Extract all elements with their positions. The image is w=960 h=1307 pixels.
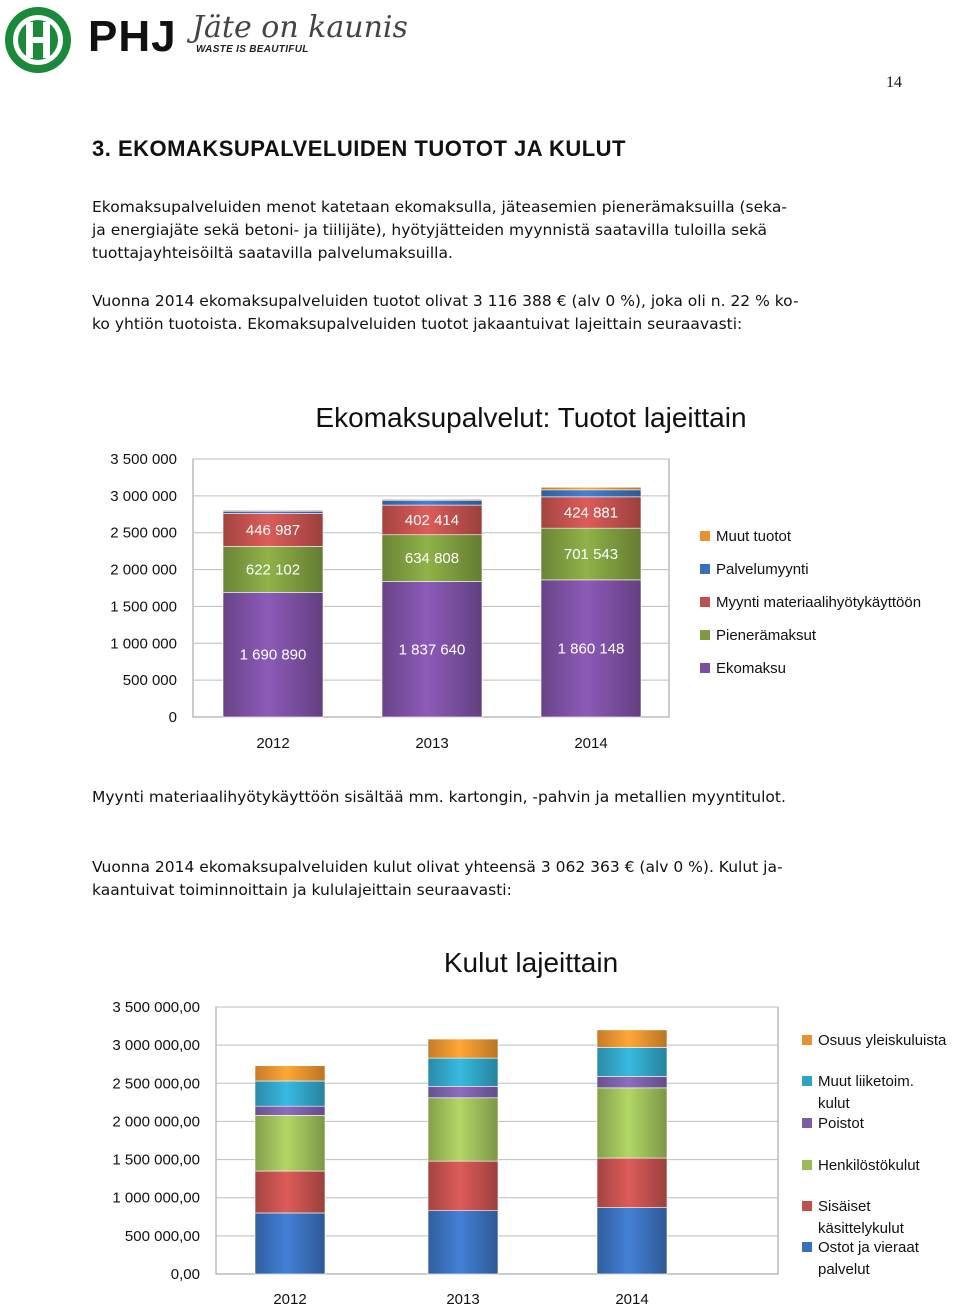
y-tick-label: 3 000 000,00 [112, 1037, 200, 1055]
paragraph-line: ko yhtiön tuotoista. Ekomaksupalveluiden tuotot jakaantuivat lajeittain seuraavasti: [92, 315, 743, 333]
y-tick-label: 3 000 000 [110, 487, 177, 505]
bar-segment [597, 1030, 667, 1048]
legend-label: käsittelykulut [818, 1220, 904, 1237]
bar-segment [597, 1208, 667, 1274]
legend-label: Pienerämaksut [716, 627, 817, 644]
bar-segment [428, 1058, 498, 1086]
logo-slogan-en: WASTE IS BEAUTIFUL [196, 44, 309, 55]
legend-label: Ostot ja vieraat [818, 1239, 919, 1256]
paragraph-revenue [92, 290, 912, 336]
paragraph-intro [92, 196, 912, 265]
y-tick-label: 1 500 000 [110, 598, 177, 616]
y-tick-label: 1 500 000,00 [112, 1151, 200, 1169]
legend-swatch [700, 663, 710, 673]
legend-label: Muut tuotot [716, 528, 792, 545]
bar-segment [255, 1106, 325, 1115]
bar-segment [428, 1211, 498, 1274]
legend-swatch [802, 1076, 812, 1086]
x-tick-label: 2014 [574, 735, 608, 752]
bar-segment [541, 490, 641, 497]
logo-slogan: Jäte on kaunis [192, 10, 408, 45]
legend-label: palvelut [818, 1261, 870, 1278]
bar-segment [597, 1076, 667, 1087]
data-label: 446 987 [245, 522, 301, 540]
legend-swatch [802, 1160, 812, 1170]
data-label: 424 881 [563, 504, 619, 522]
legend-label: Henkilöstökulut [818, 1157, 920, 1174]
legend-swatch [700, 531, 710, 541]
chart-title: Kulut lajeittain [443, 947, 619, 978]
bar-segment [255, 1066, 325, 1081]
bar-segment [255, 1213, 325, 1274]
section-title: 3. EKOMAKSUPALVELUIDEN TUOTOT JA KULUT [92, 136, 626, 161]
legend-label: kulut [818, 1095, 850, 1112]
paragraph-costs [92, 856, 912, 902]
legend-label: Myynti materiaalihyötykäyttöön [716, 594, 922, 611]
y-tick-label: 0,00 [170, 1266, 200, 1283]
page-number: 14 [886, 74, 902, 91]
y-tick-label: 500 000,00 [124, 1227, 200, 1245]
bar-segment [223, 510, 323, 511]
x-tick-label: 2013 [446, 1291, 480, 1307]
x-tick-label: 2014 [615, 1291, 649, 1307]
y-tick-label: 2 500 000,00 [112, 1075, 200, 1093]
paragraph-line: ja energiajäte sekä betoni- ja tiilijäte), hyötyjätteiden myynnistä saatavilla tuloilla sekä [92, 221, 768, 239]
y-tick-label: 1 000 000,00 [112, 1189, 200, 1207]
bar-segment [255, 1115, 325, 1171]
bar-segment [428, 1098, 498, 1161]
bar-segment [382, 500, 482, 505]
bar-segment [255, 1171, 325, 1213]
revenue-chart [0, 380, 960, 770]
legend-swatch [700, 597, 710, 607]
page-header [0, 0, 960, 80]
data-label: 1 837 640 [398, 641, 466, 659]
chart-title: Ekomaksupalvelut: Tuotot lajeittain [315, 402, 747, 433]
data-label: 634 808 [404, 550, 460, 568]
y-tick-label: 2 000 000,00 [112, 1113, 200, 1131]
bar-segment [597, 1158, 667, 1208]
legend-label: Sisäiset [818, 1198, 871, 1215]
data-label: 701 543 [563, 546, 619, 564]
legend-swatch [802, 1118, 812, 1128]
y-tick-label: 1 000 000 [110, 635, 177, 653]
bar-segment [541, 487, 641, 490]
legend-label: Palvelumyynti [716, 561, 809, 578]
paragraph-material-sales: Myynti materiaalihyötykäyttöön sisältää mm. kartongin, -pahvin ja metallien myyntitulot. [92, 788, 786, 806]
paragraph-line: kaantuivat toiminnoittain ja kululajeittain seuraavasti: [92, 881, 512, 899]
y-tick-label: 2 500 000 [110, 524, 177, 542]
y-tick-label: 3 500 000,00 [112, 999, 200, 1016]
data-label: 1 860 148 [557, 640, 625, 658]
bar-segment [597, 1088, 667, 1158]
y-tick-label: 0 [168, 709, 177, 726]
bar-segment [428, 1086, 498, 1097]
y-tick-label: 500 000 [122, 672, 177, 690]
paragraph-line: Vuonna 2014 ekomaksupalveluiden tuotot olivat 3 116 388 € (alv 0 %), joka oli n. 22 % ko- [92, 292, 799, 310]
x-tick-label: 2012 [273, 1291, 307, 1307]
y-tick-label: 2 000 000 [110, 561, 177, 579]
legend-swatch [802, 1035, 812, 1045]
legend-swatch [700, 630, 710, 640]
bar-segment [597, 1047, 667, 1076]
legend-label: Muut liiketoim. [818, 1073, 914, 1090]
bar-segment [428, 1161, 498, 1211]
logo-text: PHJ [88, 12, 177, 61]
paragraph-line: Ekomaksupalveluiden menot katetaan ekomaksulla, jäteasemien pienerämaksuilla (seka- [92, 198, 787, 216]
x-tick-label: 2012 [256, 735, 290, 752]
bar-segment [255, 1081, 325, 1106]
data-label: 622 102 [245, 561, 301, 579]
data-label: 402 414 [404, 511, 460, 529]
legend-swatch [700, 564, 710, 574]
legend-label: Ekomaksu [716, 660, 787, 677]
data-label: 1 690 890 [239, 646, 307, 664]
paragraph-line: Vuonna 2014 ekomaksupalveluiden kulut olivat yhteensä 3 062 363 € (alv 0 %). Kulut ja- [92, 858, 783, 876]
bar-segment [428, 1039, 498, 1058]
phj-logo-icon [2, 4, 74, 76]
x-tick-label: 2013 [415, 735, 449, 752]
legend-label: Poistot [818, 1115, 864, 1132]
costs-chart [0, 930, 960, 1307]
paragraph-line: tuottajayhteisöiltä saatavilla palvelumaksuilla. [92, 244, 453, 262]
legend-swatch [802, 1242, 812, 1252]
y-tick-label: 3 500 000 [110, 451, 177, 468]
bar-segment [382, 499, 482, 500]
legend-swatch [802, 1201, 812, 1211]
legend-label: Osuus yleiskuluista [818, 1032, 947, 1049]
